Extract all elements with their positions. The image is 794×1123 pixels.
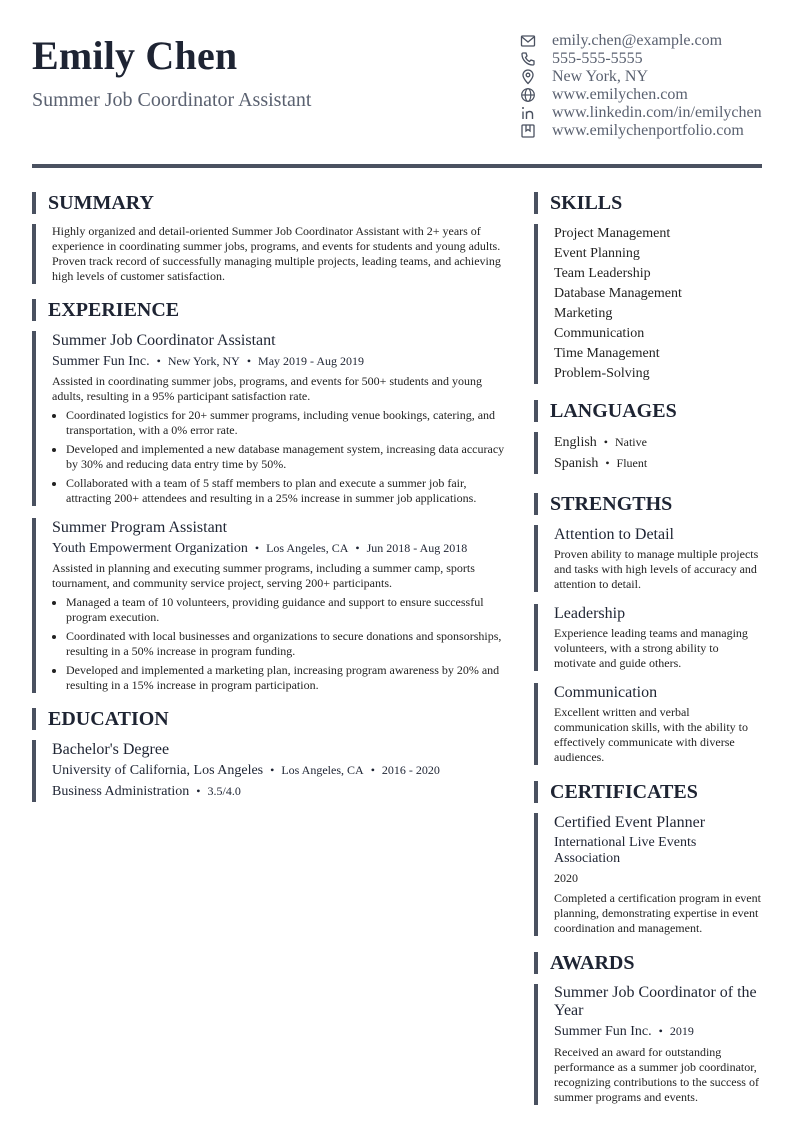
- languages-list: [534, 432, 762, 474]
- language-name: Spanish: [554, 456, 599, 471]
- job-bullets: [52, 595, 512, 693]
- skill-item: Time Management: [554, 346, 660, 361]
- strength-item: [534, 604, 762, 671]
- skill-item: Problem-Solving: [554, 366, 650, 381]
- job-location: Los Angeles, CA: [266, 541, 349, 555]
- degree: Bachelor's Degree: [52, 741, 170, 758]
- job-bullet: • Developed and implemented a marketing plan, increasing program awareness by 20% and resulting in a 15% increase in program participation.: [66, 663, 512, 693]
- language-name: English: [554, 435, 597, 450]
- skill-item: Event Planning: [554, 246, 640, 261]
- award-entry: [534, 984, 762, 1105]
- contact-list: [519, 32, 764, 140]
- education-entry: [32, 740, 512, 802]
- contact-email-text: emily.chen@example.com: [552, 32, 723, 49]
- job-company-line: Summer Fun Inc. • New York, NY • May 2019 - Aug 2019: [52, 354, 365, 369]
- summary-heading: SUMMARY: [32, 192, 512, 214]
- school-line: University of California, Los Angeles • Los Angeles, CA • 2016 - 2020: [52, 763, 440, 778]
- contact-website[interactable]: [519, 86, 764, 104]
- skill-item: Marketing: [554, 306, 613, 321]
- job-title: Summer Job Coordinator Assistant: [52, 332, 276, 349]
- job-bullet: • Managed a team of 10 volunteers, providing guidance and support to ensure successful program execution.: [66, 595, 512, 625]
- linkedin-icon: [519, 104, 537, 122]
- skill-item: Team Leadership: [554, 266, 651, 281]
- contact-phone[interactable]: [519, 50, 764, 68]
- contact-email[interactable]: [519, 32, 764, 50]
- certificate-text: Completed a certification program in event planning, demonstrating expertise in event coordination and management.: [554, 891, 761, 935]
- strengths-heading: STRENGTHS: [534, 493, 762, 515]
- language-item: English • Native: [554, 435, 647, 450]
- job-description: Assisted in planning and executing summer programs, including a summer camp, sports tournament, and community service project, serving 200+ participants.: [52, 561, 475, 590]
- experience-heading: EXPERIENCE: [32, 299, 512, 321]
- left-column: [32, 192, 512, 802]
- award-text: Received an award for outstanding performance as a summer job coordinator, recognizing contributions to the success of summer programs and events.: [554, 1045, 759, 1104]
- summary-text: Highly organized and detail-oriented Summer Job Coordinator Assistant with 2+ years of experience in coordinating summer jobs, programs, and events for students and young adults. Proven track record of successfully managing multiple projects, leading teams, and achieving high levels of customer satisfaction.: [52, 224, 501, 283]
- strength-text: Excellent written and verbal communication skills, with the ability to effectively communicate with diverse audiences.: [554, 705, 748, 764]
- contact-phone-text: 555-555-5555: [552, 50, 643, 67]
- skill-item: Communication: [554, 326, 645, 341]
- contact-linkedin-text: www.linkedin.com/in/emilychen: [552, 104, 762, 121]
- languages-heading: LANGUAGES: [534, 400, 762, 422]
- job-company: Youth Empowerment Organization: [52, 541, 248, 556]
- award-title: Summer Job Coordinator of the Year: [554, 984, 757, 1019]
- certificates-heading: CERTIFICATES: [534, 781, 762, 803]
- field-line: Business Administration • 3.5/4.0: [52, 784, 241, 799]
- skills-list: [534, 224, 762, 384]
- job-bullets: [52, 408, 512, 506]
- award-line: Summer Fun Inc. • 2019: [554, 1024, 694, 1039]
- strength-text: Experience leading teams and managing volunteers, with a strong ability to motivate and guide others.: [554, 626, 748, 670]
- contact-location: [519, 68, 764, 86]
- awards-heading: AWARDS: [534, 952, 762, 974]
- location-pin-icon: [519, 68, 537, 86]
- contact-portfolio[interactable]: [519, 122, 764, 140]
- bookmark-icon: [519, 122, 537, 140]
- header-divider: [32, 164, 762, 168]
- job-location: New York, NY: [167, 354, 240, 368]
- certificate-issuer: International Live Events Association: [554, 835, 697, 866]
- job-bullet: • Developed and implemented a new database management system, increasing data accuracy by 30% and reducing data entry time by 50%.: [66, 442, 512, 472]
- contact-website-text: www.emilychen.com: [552, 86, 688, 103]
- language-level: Fluent: [616, 456, 648, 470]
- candidate-name: Emily Chen: [32, 33, 238, 78]
- globe-icon: [519, 86, 537, 104]
- strength-item: [534, 525, 762, 592]
- skills-heading: SKILLS: [534, 192, 762, 214]
- skill-item: Project Management: [554, 226, 671, 241]
- field-of-study: Business Administration: [52, 784, 190, 799]
- job-dates: Jun 2018 - Aug 2018: [366, 541, 468, 555]
- mail-icon: [519, 32, 537, 50]
- strength-title: Communication: [554, 684, 658, 701]
- right-column: [534, 192, 762, 1105]
- job-bullet: • Coordinated logistics for 20+ summer programs, including venue bookings, catering, and transportation, with a 0% error rate.: [66, 408, 512, 438]
- contact-portfolio-text: www.emilychenportfolio.com: [552, 122, 744, 139]
- strength-title: Leadership: [554, 605, 626, 622]
- experience-entry: [32, 331, 512, 506]
- job-title: Summer Program Assistant: [52, 519, 228, 536]
- school-location: Los Angeles, CA: [281, 763, 364, 777]
- education-heading: EDUCATION: [32, 708, 512, 730]
- summary-body: [32, 224, 512, 284]
- contact-location-text: New York, NY: [552, 68, 649, 85]
- experience-entry: [32, 518, 512, 693]
- award-issuer: Summer Fun Inc.: [554, 1024, 652, 1039]
- strength-text: Proven ability to manage multiple projects and tasks with high levels of accuracy and attention to detail.: [554, 547, 759, 591]
- certificate-year: 2020: [554, 871, 578, 885]
- school-dates: 2016 - 2020: [381, 763, 440, 777]
- strength-title: Attention to Detail: [554, 526, 674, 543]
- school-name: University of California, Los Angeles: [52, 763, 264, 778]
- job-bullet: • Coordinated with local businesses and organizations to secure donations and sponsorships, resulting in a 50% increase in program funding.: [66, 629, 512, 659]
- job-dates: May 2019 - Aug 2019: [258, 354, 365, 368]
- contact-linkedin[interactable]: [519, 104, 764, 122]
- certificate-entry: [534, 813, 762, 936]
- certificate-title: Certified Event Planner: [554, 814, 706, 831]
- phone-icon: [519, 50, 537, 68]
- job-description: Assisted in coordinating summer jobs, programs, and events for 500+ students and young adults, resulting in a 95% participant satisfaction rate.: [52, 374, 483, 403]
- job-bullet: • Collaborated with a team of 5 staff members to plan and execute a summer job fair, attracting 200+ attendees and resulting in a 25% increase in summer job applications.: [66, 476, 512, 506]
- skill-item: Database Management: [554, 286, 682, 301]
- gpa: 3.5/4.0: [207, 784, 241, 798]
- job-company-line: Youth Empowerment Organization • Los Angeles, CA • Jun 2018 - Aug 2018: [52, 541, 468, 556]
- candidate-title: Summer Job Coordinator Assistant: [32, 89, 312, 111]
- language-item: Spanish • Fluent: [554, 456, 648, 471]
- award-year: 2019: [669, 1024, 694, 1038]
- job-company: Summer Fun Inc.: [52, 354, 150, 369]
- language-level: Native: [614, 435, 647, 449]
- strength-item: [534, 683, 762, 765]
- resume-header: [32, 30, 762, 150]
